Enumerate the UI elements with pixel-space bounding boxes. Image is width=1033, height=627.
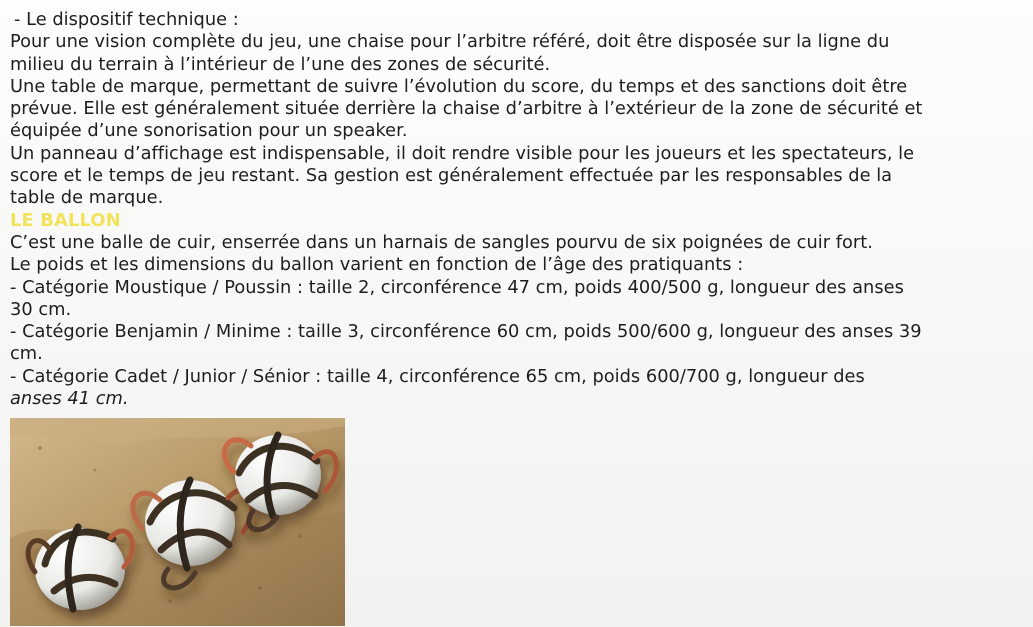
paragraph-line-4: prévue. Elle est généralement située derrière la chaise d’arbitre à l’extérieur de la zone de sécurité et bbox=[10, 98, 923, 120]
paragraph-line-3: Une table de marque, permettant de suivre l’évolution du score, du temps et des sanctions doit être bbox=[10, 75, 908, 97]
paragraph-line-7: score et le temps de jeu restant. Sa gestion est généralement effectuée par les responsables de la bbox=[10, 165, 893, 187]
technical-setup-title: - Le dispositif technique : bbox=[14, 9, 239, 30]
paragraph-line-2: milieu du terrain à l’intérieur de l’une des zones de sécurité. bbox=[10, 53, 551, 75]
ball-line-5: - Catégorie Benjamin / Minime : taille 3, circonférence 60 cm, poids 500/600 g, longueur des anses 39 bbox=[10, 321, 922, 343]
paragraph-line-5: équipée d’une sonorisation pour un speaker. bbox=[10, 120, 408, 142]
ball-line-6: cm. bbox=[10, 343, 43, 365]
section-heading-ball: LE BALLON bbox=[10, 209, 121, 231]
ball-line-8: anses 41 cm. bbox=[10, 388, 129, 410]
document-text bbox=[10, 9, 990, 410]
leather-balls-illustration bbox=[10, 418, 345, 626]
balls-photo bbox=[10, 418, 345, 626]
ball-line-7: - Catégorie Cadet / Junior / Sénior : taille 4, circonférence 65 cm, poids 600/700 g, longueur des bbox=[10, 365, 865, 387]
paragraph-line-1: Pour une vision complète du jeu, une chaise pour l’arbitre référé, doit être disposée sur la ligne du bbox=[10, 31, 890, 53]
paragraph-line-8: table de marque. bbox=[10, 187, 164, 209]
paragraph-line-6: Un panneau d’affichage est indispensable, il doit rendre visible pour les joueurs et les spectateurs, le bbox=[10, 142, 915, 164]
ball-line-3: - Catégorie Moustique / Poussin : taille 2, circonférence 47 cm, poids 400/500 g, longueur des anses bbox=[10, 276, 904, 298]
ball-line-2: Le poids et les dimensions du ballon varient en fonction de l’âge des pratiquants : bbox=[10, 254, 744, 276]
ball-line-1: C’est une balle de cuir, enserrée dans un harnais de sangles pourvu de six poignées de cuir fort. bbox=[10, 231, 873, 253]
ball-line-4: 30 cm. bbox=[10, 298, 72, 320]
